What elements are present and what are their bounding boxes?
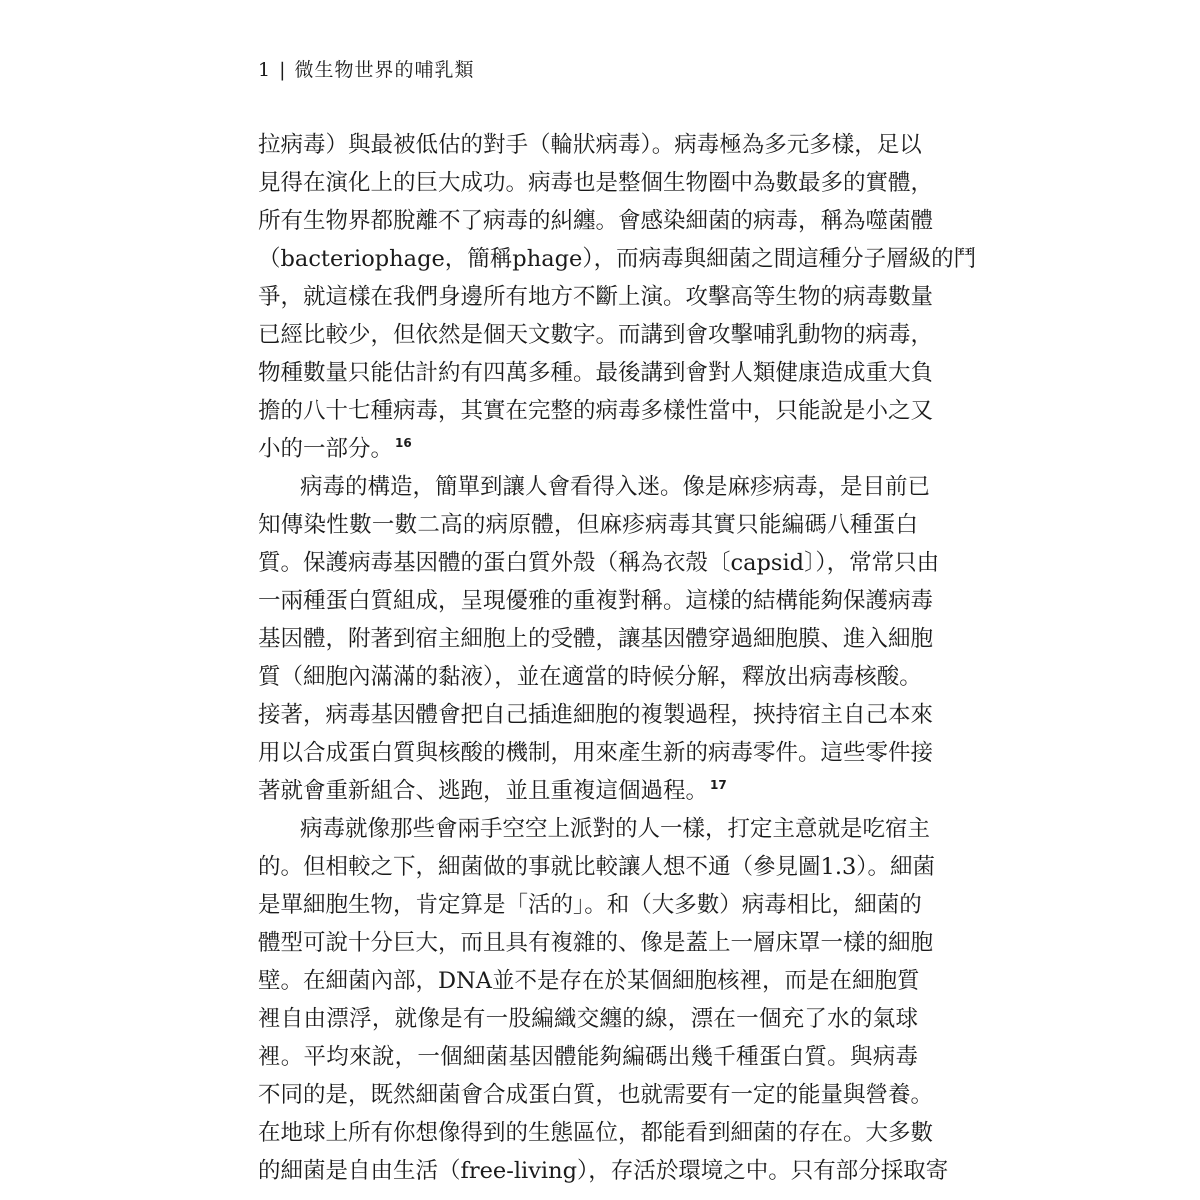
text-line: 物種數量只能估計約有四萬多種。最後講到會對人類健康造成重大負 xyxy=(258,360,934,386)
paragraph-2 xyxy=(258,468,940,810)
text-line: 是單細胞生物，肯定算是「活的」。和（大多數）病毒相比，細菌的 xyxy=(258,892,922,918)
text-line: 質。保護病毒基因體的蛋白質外殼（稱為衣殼〔capsid〕），常常只由 xyxy=(258,550,940,576)
footnote-marker-17[interactable]: 17 xyxy=(710,778,727,792)
text-line-with-footnote xyxy=(258,772,918,810)
text-line-content: 小的一部分。 xyxy=(258,436,394,462)
text-line: 壁。在細菌內部，DNA並不是存在於某個細胞核裡，而是在細胞質 xyxy=(258,968,920,994)
text-line: 病毒就像那些會兩手空空上派對的人一樣，打定主意就是吃宿主 xyxy=(300,816,931,842)
text-line: 病毒的構造，簡單到讓人會看得入迷。像是麻疹病毒，是目前已 xyxy=(300,474,931,500)
text-line: 在地球上所有你想像得到的生態區位，都能看到細菌的存在。大多數 xyxy=(258,1120,934,1146)
text-line: 裡自由漂浮，就像是有一股編織交纏的線，漂在一個充了水的氣球 xyxy=(258,1006,918,1032)
header-separator: | xyxy=(279,59,287,81)
text-line: 知傳染性數一數二高的病原體，但麻疹病毒其實只能編碼八種蛋白 xyxy=(258,512,918,538)
text-line: 一兩種蛋白質組成，呈現優雅的重複對稱。這樣的結構能夠保護病毒 xyxy=(258,588,934,614)
text-line: 已經比較少，但依然是個天文數字。而講到會攻擊哺乳動物的病毒， xyxy=(258,322,934,348)
text-line: 的。但相較之下，細菌做的事就比較讓人想不通（參見圖1.3）。細菌 xyxy=(258,854,936,880)
text-line: 所有生物界都脫離不了病毒的糾纏。會感染細菌的病毒，稱為噬菌體 xyxy=(258,208,934,234)
text-line: 拉病毒）與最被低估的對手（輪狀病毒）。病毒極為多元多樣，足以 xyxy=(258,132,922,158)
paragraph-3 xyxy=(258,810,949,1190)
text-line: 擔的八十七種病毒，其實在完整的病毒多樣性當中，只能說是小之又 xyxy=(258,398,934,424)
page-number: 1 xyxy=(258,59,272,81)
body-text xyxy=(258,126,977,1190)
text-line: 接著，病毒基因體會把自己插進細胞的複製過程，挾持宿主自己本來 xyxy=(258,702,934,728)
text-line: （bacteriophage，簡稱phage），而病毒與細菌之間這種分子層級的鬥 xyxy=(258,246,977,272)
chapter-title: 微生物世界的哺乳類 xyxy=(294,59,475,81)
text-line-with-footnote xyxy=(258,430,918,468)
running-head xyxy=(258,58,475,82)
footnote-marker-16[interactable]: 16 xyxy=(395,436,412,450)
text-line: 質（細胞內滿滿的黏液），並在適當的時候分解，釋放出病毒核酸。 xyxy=(258,664,922,690)
text-line: 裡。平均來說，一個細菌基因體能夠編碼出幾千種蛋白質。與病毒 xyxy=(258,1044,918,1070)
text-line: 的細菌是自由生活（free-living），存活於環境之中。只有部分採取寄 xyxy=(258,1158,949,1184)
text-line: 體型可說十分巨大，而且具有複雜的、像是蓋上一層床罩一樣的細胞 xyxy=(258,930,934,956)
paragraph-1 xyxy=(258,126,977,468)
text-line: 用以合成蛋白質與核酸的機制，用來產生新的病毒零件。這些零件接 xyxy=(258,740,934,766)
text-line: 爭，就這樣在我們身邊所有地方不斷上演。攻擊高等生物的病毒數量 xyxy=(258,284,934,310)
text-line: 不同的是，既然細菌會合成蛋白質，也就需要有一定的能量與營養。 xyxy=(258,1082,934,1108)
text-line: 見得在演化上的巨大成功。病毒也是整個生物圈中為數最多的實體， xyxy=(258,170,934,196)
text-line-content: 著就會重新組合、逃跑，並且重複這個過程。 xyxy=(258,778,709,804)
text-line: 基因體，附著到宿主細胞上的受體，讓基因體穿過細胞膜、進入細胞 xyxy=(258,626,934,652)
